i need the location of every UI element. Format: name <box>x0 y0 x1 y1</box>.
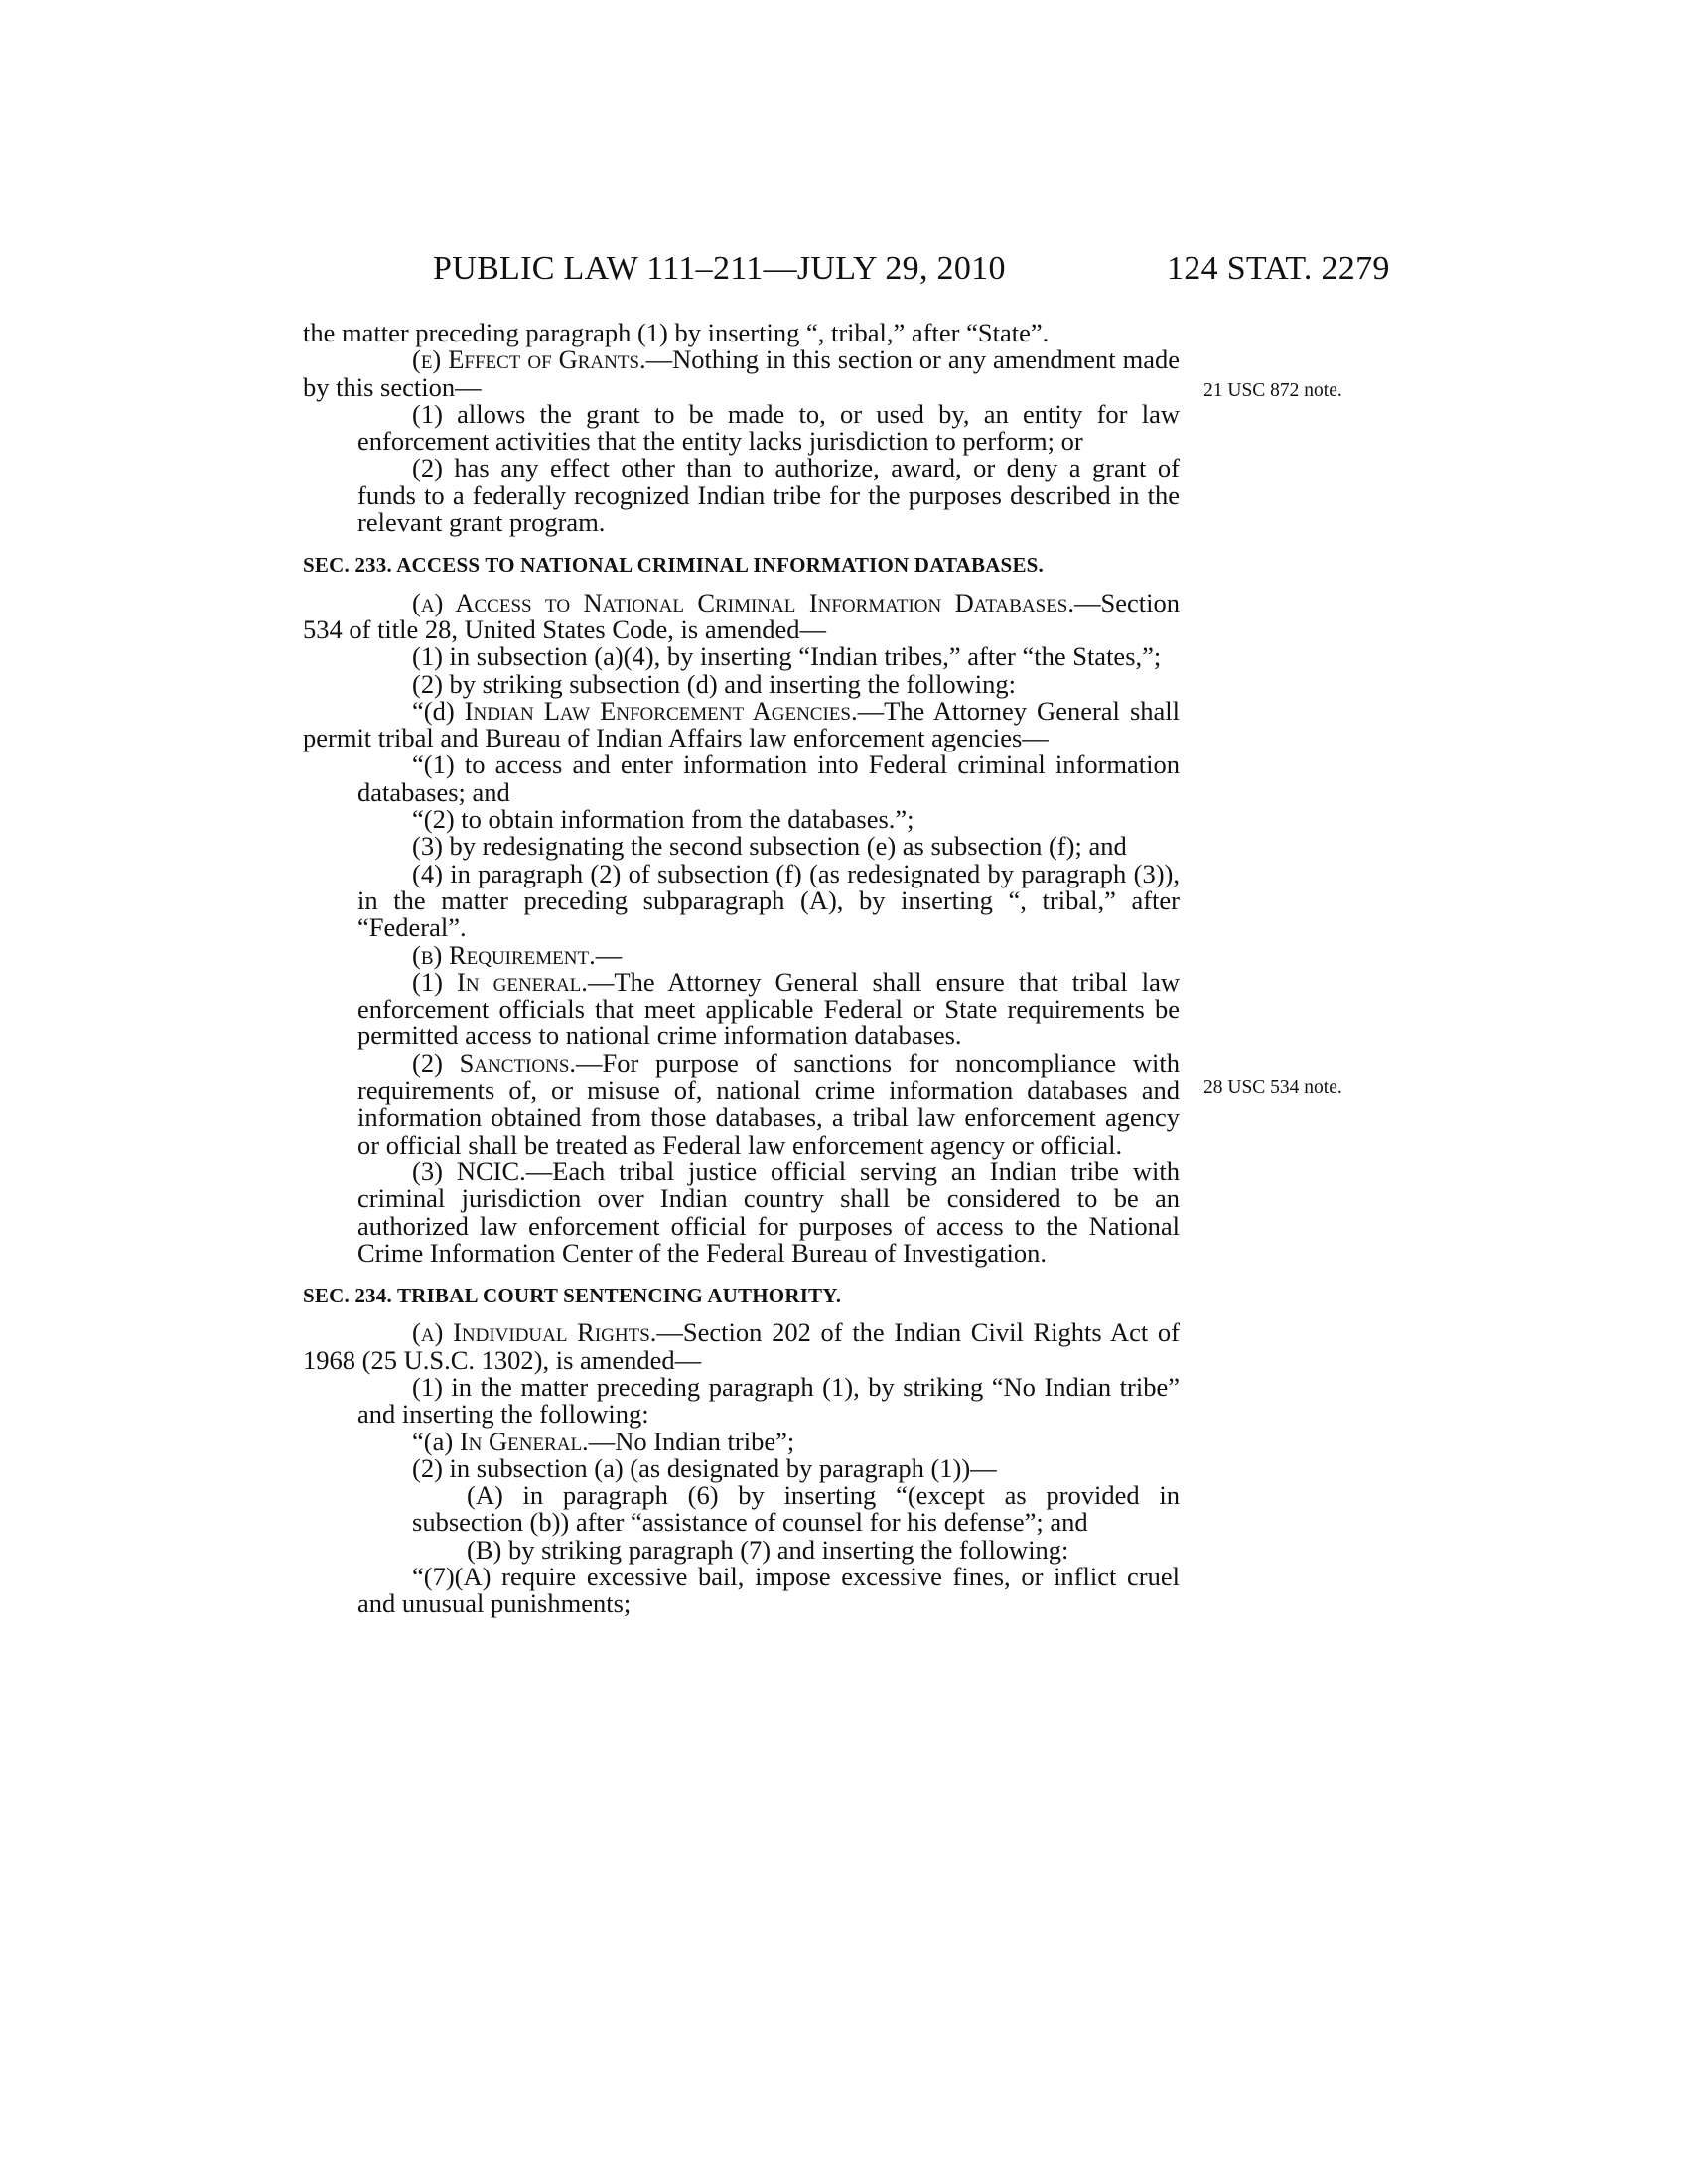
paragraph <box>303 1426 1180 1456</box>
paragraph-prefix: (3) <box>412 1156 457 1186</box>
paragraph: (2) by striking subsection (d) and inserting the following: <box>412 668 1016 699</box>
running-header-stat-page: 124 STAT. 2279 <box>1167 250 1390 287</box>
paragraph-text: — <box>595 939 623 970</box>
paragraph <box>303 939 1180 970</box>
paragraph-prefix: (2) <box>412 1047 460 1078</box>
paragraph: “(1) to access and enter information into Federal criminal information databases; and <box>357 750 1180 807</box>
paragraph: (4) in paragraph (2) of subsection (f) (as redesignated by paragraph (3)), in the matter preceding subparagraph (A), by inserting “, tribal,” after “Federal”. <box>357 858 1180 943</box>
paragraph-prefix: (1) <box>412 966 457 997</box>
paragraph-heading: NCIC. <box>456 1156 526 1186</box>
paragraph: the matter preceding paragraph (1) by inserting “, tribal,” after “State”. <box>303 318 1050 347</box>
paragraph-heading: (a) Access to National Criminal Information Databases. <box>412 587 1074 617</box>
paragraph: (2) in subsection (a) (as designated by paragraph (1))— <box>412 1452 997 1483</box>
paragraph: “(2) to obtain information from the databases.”; <box>412 804 914 835</box>
paragraph-heading: Indian Law Enforcement Agencies. <box>464 695 858 726</box>
paragraph-text: —Section 534 of title 28, United States Code, is amended— <box>303 587 1180 644</box>
paragraph: (B) by striking paragraph (7) and inserting the following: <box>467 1534 1069 1565</box>
paragraph: (1) in subsection (a)(4), by inserting “Indian tribes,” after “the States,”; <box>412 641 1162 672</box>
running-header-title: PUBLIC LAW 111–211—JULY 29, 2010 <box>433 250 1006 287</box>
paragraph: (A) in paragraph (6) by inserting “(except as provided in subsection (b)) after “assistance of counsel for his defense”; and <box>412 1480 1180 1538</box>
paragraph <box>303 1319 1180 1374</box>
paragraph-prefix: “(d) <box>412 695 465 726</box>
margin-note-usc: 21 USC 872 note. <box>1203 380 1342 401</box>
paragraph <box>303 1047 1180 1160</box>
paragraph-heading: (a) Individual Rights. <box>412 1317 657 1348</box>
paragraph-heading: (b) Requirement. <box>412 939 596 970</box>
paragraph <box>303 346 1180 401</box>
paragraph-text: —For purpose of sanctions for noncompliance with requirements of, or misuse of, national crime information databases and information obtained from those databases, a tribal law enforcement agency or official shall be treated as Federal law enforcement agency or official. <box>357 1047 1180 1160</box>
paragraph-heading: In General. <box>459 1426 589 1456</box>
paragraph <box>303 966 1180 1051</box>
section-heading: SEC. 234. TRIBAL COURT SENTENCING AUTHORITY. <box>303 1284 842 1308</box>
paragraph-text: —No Indian tribe”; <box>588 1426 795 1456</box>
paragraph-heading: In general. <box>457 966 588 997</box>
paragraph <box>303 587 1180 644</box>
margin-note-usc: 28 USC 534 note. <box>1203 1077 1342 1098</box>
paragraph-heading: Sanctions. <box>459 1047 577 1078</box>
paragraph-prefix: “(a) <box>412 1426 460 1456</box>
paragraph <box>303 695 1180 753</box>
paragraph: (1) allows the grant to be made to, or used by, an entity for law enforcement activities that the entity lacks jurisdiction to perform; or <box>357 398 1180 457</box>
paragraph: “(7)(A) require excessive bail, impose excessive fines, or inflict cruel and unusual punishments; <box>357 1562 1180 1619</box>
paragraph-text: —The Attorney General shall ensure that tribal law enforcement officials that meet applicable Federal or State requirements be permitted access to national crime information databases. <box>357 966 1180 1051</box>
paragraph: (3) by redesignating the second subsection (e) as subsection (f); and <box>412 831 1127 862</box>
paragraph-text: —Each tribal justice official serving an Indian tribe with criminal jurisdiction over Indian country shall be considered to be an authorized law enforcement official for purposes of access to the National Crime Information Center of the Federal Bureau of Investigation. <box>357 1156 1180 1268</box>
paragraph-heading: (e) Effect of Grants. <box>412 344 646 375</box>
paragraph-text: —The Attorney General shall permit tribal and Bureau of Indian Affairs law enforcement agencies— <box>303 695 1180 753</box>
paragraph-text: —Section 202 of the Indian Civil Rights Act of 1968 (25 U.S.C. 1302), is amended— <box>303 1317 1180 1375</box>
paragraph: (1) in the matter preceding paragraph (1), by striking “No Indian tribe” and inserting the following: <box>357 1371 1180 1430</box>
document-body <box>303 320 1180 1618</box>
section-heading: SEC. 233. ACCESS TO NATIONAL CRIMINAL INFORMATION DATABASES. <box>303 553 1044 578</box>
paragraph <box>303 1156 1180 1268</box>
paragraph: (2) has any effect other than to authorize, award, or deny a grant of funds to a federally recognized Indian tribe for the purposes described in the relevant grant program. <box>357 453 1180 538</box>
paragraph-text: —Nothing in this section or any amendment made by this section— <box>303 344 1180 402</box>
